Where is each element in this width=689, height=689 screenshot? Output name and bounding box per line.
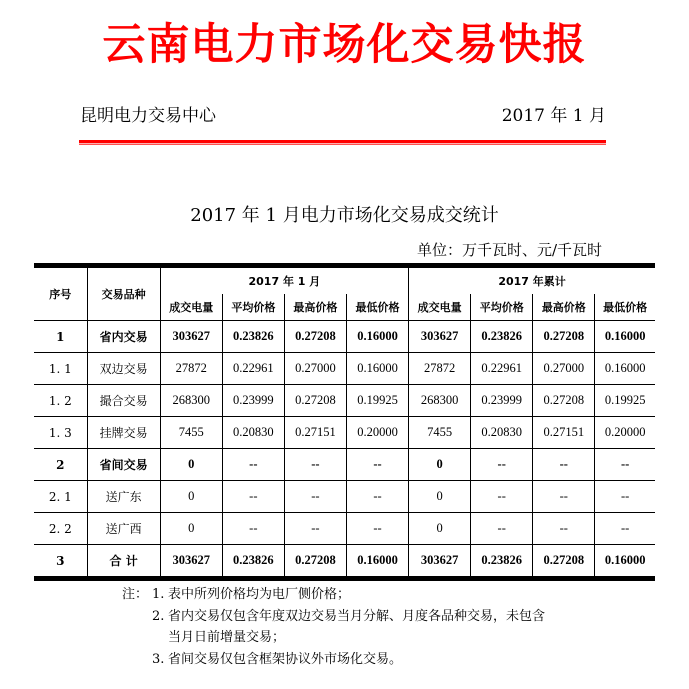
cell-month-min-price: 0.16000 xyxy=(346,353,408,385)
table-row xyxy=(34,353,655,385)
header-month-volume: 成交电量 xyxy=(160,294,222,321)
cell-month-volume: 268300 xyxy=(160,385,222,417)
table-row xyxy=(34,545,655,579)
cell-cumulative-max-price: 0.27151 xyxy=(533,417,595,449)
cell-cumulative-volume: 268300 xyxy=(409,385,471,417)
cell-month-max-price: 0.27208 xyxy=(284,385,346,417)
cell-month-avg-price: 0.20830 xyxy=(222,417,284,449)
cell-month-min-price: 0.16000 xyxy=(346,321,408,353)
cell-cumulative-avg-price: 0.23826 xyxy=(471,545,533,579)
note-item-1: 注： 1. 表中所列价格均为电厂侧价格； xyxy=(122,584,622,606)
unit-label: 单位：万千瓦时、元/千瓦时 xyxy=(416,241,602,259)
cell-month-volume: 303627 xyxy=(160,321,222,353)
cell-month-max-price: 0.27000 xyxy=(284,353,346,385)
cell-cumulative-avg-price: 0.23999 xyxy=(471,385,533,417)
cell-category: 撮合交易 xyxy=(87,385,160,417)
cell-month-min-price: 0.16000 xyxy=(346,545,408,579)
cell-cumulative-avg-price: 0.20830 xyxy=(471,417,533,449)
cell-month-min-price: 0.19925 xyxy=(346,385,408,417)
cell-month-avg-price: -- xyxy=(222,449,284,481)
cell-category: 送广东 xyxy=(87,481,160,513)
cell-month-min-price: -- xyxy=(346,449,408,481)
table-row xyxy=(34,481,655,513)
cell-month-avg-price: 0.23999 xyxy=(222,385,284,417)
cell-month-volume: 303627 xyxy=(160,545,222,579)
cell-month-volume: 0 xyxy=(160,513,222,545)
cell-seq: 2 xyxy=(34,449,87,481)
cell-cumulative-max-price: 0.27208 xyxy=(533,385,595,417)
header-month-avg-price: 平均价格 xyxy=(222,294,284,321)
cell-month-volume: 0 xyxy=(160,449,222,481)
issuer-date-line xyxy=(80,105,606,127)
cell-cumulative-volume: 0 xyxy=(409,481,471,513)
header-seq: 序号 xyxy=(34,266,87,321)
cell-cumulative-min-price: -- xyxy=(595,481,655,513)
cell-cumulative-volume: 7455 xyxy=(409,417,471,449)
cell-month-min-price: 0.20000 xyxy=(346,417,408,449)
header-cumulative-avg-price: 平均价格 xyxy=(471,294,533,321)
header-cumulative-min-price: 最低价格 xyxy=(595,294,655,321)
cell-cumulative-avg-price: -- xyxy=(471,449,533,481)
cell-cumulative-max-price: 0.27000 xyxy=(533,353,595,385)
notes xyxy=(122,584,622,670)
cell-category: 省间交易 xyxy=(87,449,160,481)
red-divider xyxy=(79,140,606,145)
cell-month-avg-price: 0.23826 xyxy=(222,545,284,579)
cell-cumulative-min-price: -- xyxy=(595,513,655,545)
cell-month-min-price: -- xyxy=(346,513,408,545)
cell-month-max-price: 0.27151 xyxy=(284,417,346,449)
cell-cumulative-min-price: 0.16000 xyxy=(595,321,655,353)
note-item-3: 3. 省间交易仅包含框架协议外市场化交易。 xyxy=(152,651,403,667)
cell-cumulative-min-price: 0.19925 xyxy=(595,385,655,417)
cell-seq: 1. 1 xyxy=(34,353,87,385)
header-month-max-price: 最高价格 xyxy=(284,294,346,321)
report-title: 2017 年 1 月电力市场化交易成交统计 xyxy=(190,205,499,226)
cell-cumulative-avg-price: -- xyxy=(471,513,533,545)
cell-cumulative-min-price: 0.16000 xyxy=(595,353,655,385)
masthead-title: 云南电力市场化交易快报 xyxy=(102,20,587,70)
cell-cumulative-volume: 0 xyxy=(409,449,471,481)
header-cumulative-volume: 成交电量 xyxy=(409,294,471,321)
table-row xyxy=(34,417,655,449)
cell-category: 省内交易 xyxy=(87,321,160,353)
cell-category: 送广西 xyxy=(87,513,160,545)
cell-cumulative-max-price: -- xyxy=(533,513,595,545)
cell-cumulative-min-price: 0.16000 xyxy=(595,545,655,579)
cell-month-avg-price: 0.22961 xyxy=(222,353,284,385)
cell-category: 双边交易 xyxy=(87,353,160,385)
cell-month-volume: 0 xyxy=(160,481,222,513)
cell-cumulative-volume: 303627 xyxy=(409,545,471,579)
cell-cumulative-avg-price: 0.22961 xyxy=(471,353,533,385)
cell-cumulative-avg-price: -- xyxy=(471,481,533,513)
table-row xyxy=(34,449,655,481)
cell-seq: 3 xyxy=(34,545,87,579)
trade-stats-table xyxy=(34,263,655,581)
header-group-cumulative: 2017 年累计 xyxy=(409,266,655,295)
table-body xyxy=(34,321,655,579)
table-row xyxy=(34,513,655,545)
cell-seq: 2. 1 xyxy=(34,481,87,513)
cell-month-volume: 27872 xyxy=(160,353,222,385)
cell-cumulative-min-price: -- xyxy=(595,449,655,481)
issue-date: 2017 年 1 月 xyxy=(501,106,606,126)
cell-month-max-price: -- xyxy=(284,513,346,545)
header-category: 交易品种 xyxy=(87,266,160,321)
table-row xyxy=(34,385,655,417)
issuer: 昆明电力交易中心 xyxy=(80,106,216,126)
cell-cumulative-avg-price: 0.23826 xyxy=(471,321,533,353)
cell-month-max-price: -- xyxy=(284,449,346,481)
cell-month-avg-price: -- xyxy=(222,513,284,545)
cell-seq: 1. 2 xyxy=(34,385,87,417)
cell-month-min-price: -- xyxy=(346,481,408,513)
header-cumulative-max-price: 最高价格 xyxy=(533,294,595,321)
cell-seq: 1 xyxy=(34,321,87,353)
note-item-2: 2. 省内交易仅包含年度双边交易当月分解、月度各品种交易，未包含 xyxy=(152,608,546,624)
cell-month-avg-price: 0.23826 xyxy=(222,321,284,353)
cell-seq: 2. 2 xyxy=(34,513,87,545)
notes-lead: 注： xyxy=(122,587,149,602)
cell-cumulative-volume: 303627 xyxy=(409,321,471,353)
cell-month-max-price: 0.27208 xyxy=(284,321,346,353)
cell-month-max-price: 0.27208 xyxy=(284,545,346,579)
cell-month-volume: 7455 xyxy=(160,417,222,449)
cell-seq: 1. 3 xyxy=(34,417,87,449)
cell-cumulative-max-price: 0.27208 xyxy=(533,321,595,353)
cell-cumulative-max-price: -- xyxy=(533,449,595,481)
header-month-min-price: 最低价格 xyxy=(346,294,408,321)
cell-category: 挂牌交易 xyxy=(87,417,160,449)
table-row xyxy=(34,321,655,353)
cell-month-max-price: -- xyxy=(284,481,346,513)
cell-cumulative-max-price: 0.27208 xyxy=(533,545,595,579)
note-item-2-continued: 当月日前增量交易； xyxy=(168,630,286,645)
cell-category: 合 计 xyxy=(87,545,160,579)
cell-month-avg-price: -- xyxy=(222,481,284,513)
cell-cumulative-max-price: -- xyxy=(533,481,595,513)
header-group-month: 2017 年 1 月 xyxy=(160,266,408,295)
cell-cumulative-min-price: 0.20000 xyxy=(595,417,655,449)
cell-cumulative-volume: 27872 xyxy=(409,353,471,385)
cell-cumulative-volume: 0 xyxy=(409,513,471,545)
